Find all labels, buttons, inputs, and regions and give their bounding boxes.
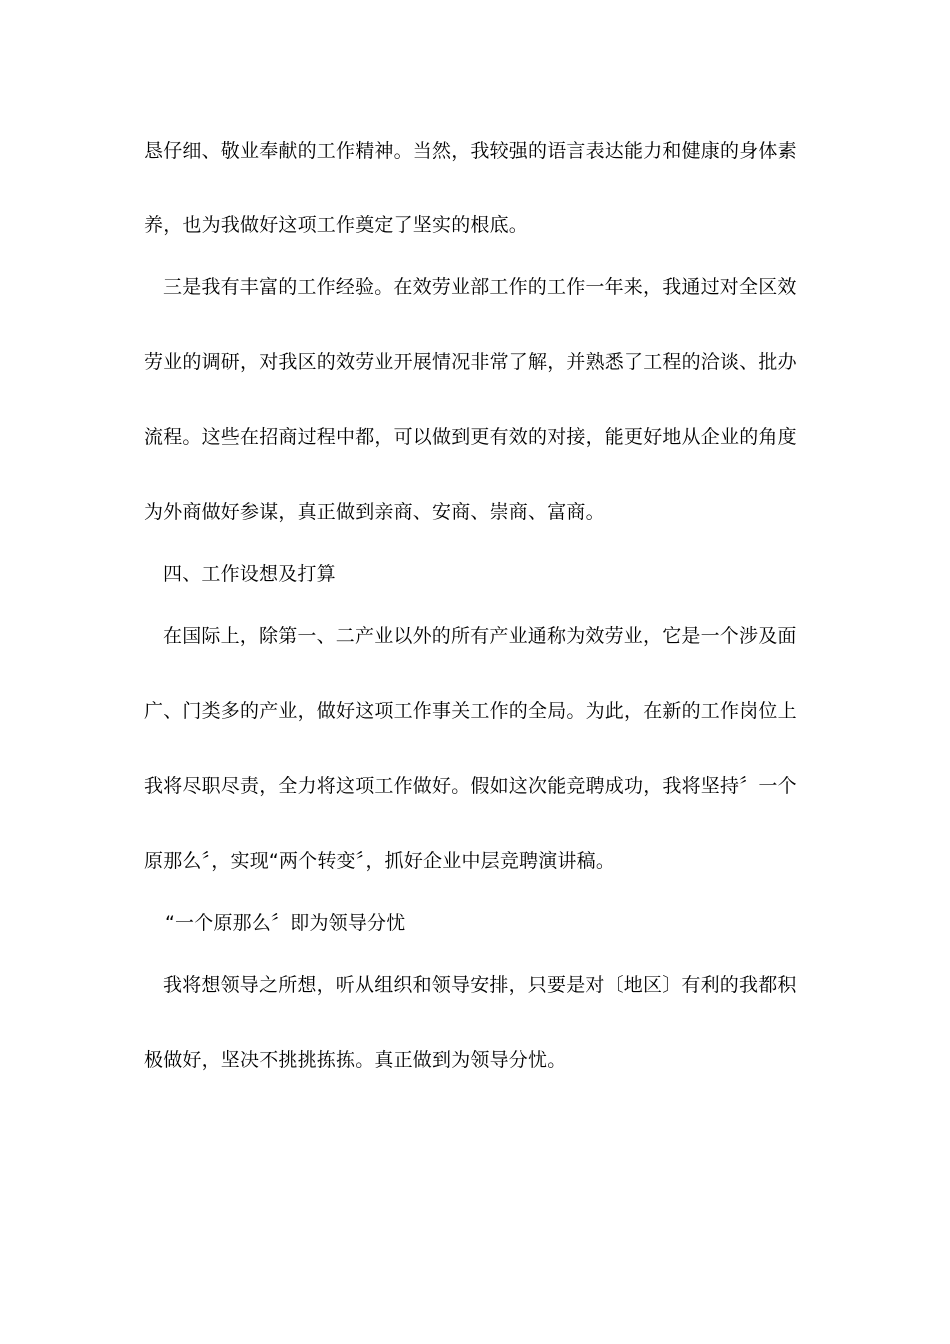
text-line: 劳业的调研，对我区的效劳业开展情况非常了解，并熟悉了工程的洽谈、批办 <box>144 351 797 373</box>
text-line: 流程。这些在招商过程中都，可以做到更有效的对接，能更好地从企业的角度 <box>144 426 797 448</box>
text-line: 养，也为我做好这项工作奠定了坚实的根底。 <box>144 214 529 236</box>
text-line: 广、门类多的产业，做好这项工作事关工作的全局。为此，在新的工作岗位上 <box>144 700 797 722</box>
sub-heading: “一个原那么〞即为领导分忧 <box>165 912 406 934</box>
text-line: 极做好，坚决不挑挑拣拣。真正做到为领导分忧。 <box>144 1049 567 1071</box>
paragraph-start: 在国际上，除第一、二产业以外的所有产业通称为效劳业，它是一个涉及面 <box>163 625 797 647</box>
text-line: 为外商做好参谋，真正做到亲商、安商、崇商、富商。 <box>144 501 605 523</box>
section-heading: 四、工作设想及打算 <box>163 563 336 585</box>
text-line: 恳仔细、敬业奉献的工作精神。当然，我较强的语言表达能力和健康的身体素 <box>144 140 797 162</box>
text-line: 原那么〞，实现“两个转变〞，抓好企业中层竞聘演讲稿。 <box>144 850 616 872</box>
text-line: 我将尽职尽责，全力将这项工作做好。假如这次能竞聘成功，我将坚持〞一个 <box>144 775 797 797</box>
paragraph-start: 三是我有丰富的工作经验。在效劳业部工作的工作一年来，我通过对全区效 <box>163 276 797 298</box>
paragraph-start: 我将想领导之所想，听从组织和领导安排，只要是对〔地区〕有利的我都积 <box>163 974 797 996</box>
